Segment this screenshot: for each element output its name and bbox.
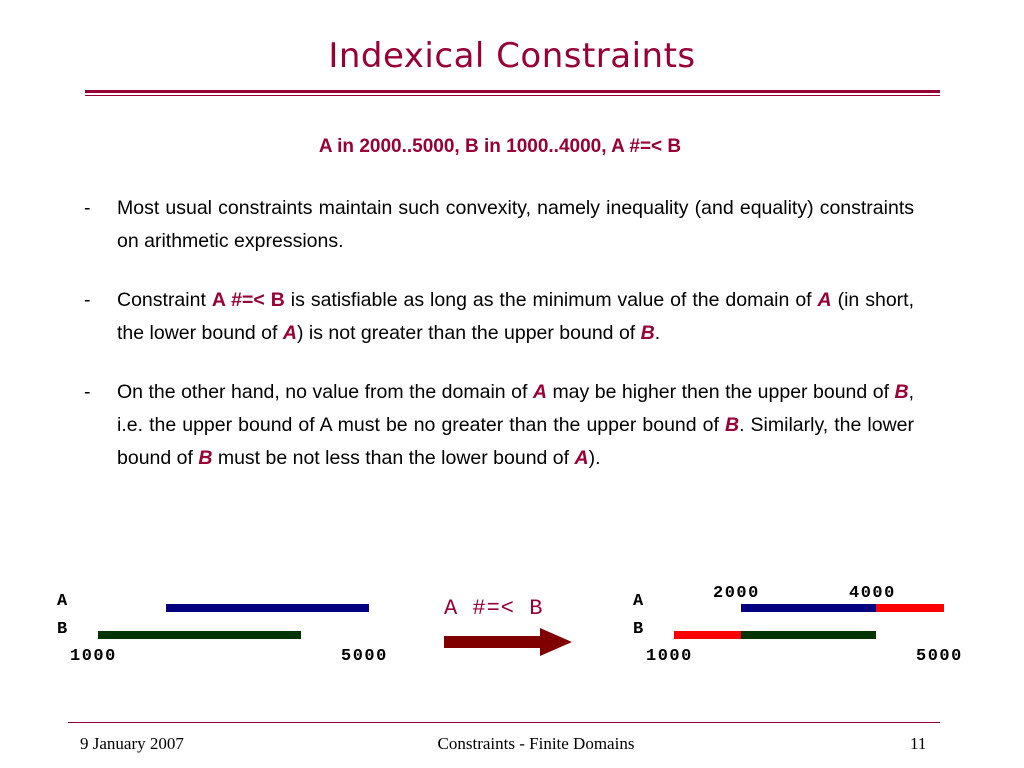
right-mark-low: 2000 bbox=[713, 584, 760, 603]
bullet-dash: - bbox=[84, 289, 91, 311]
right-domain-a-bar bbox=[741, 604, 876, 612]
bullet-1 bbox=[84, 192, 914, 258]
title-rule-thick bbox=[85, 90, 940, 93]
right-arrow-icon bbox=[540, 628, 572, 656]
left-domain-b-bar bbox=[98, 631, 301, 639]
slide-title: Indexical Constraints bbox=[328, 36, 696, 76]
bullet-dash: - bbox=[84, 381, 91, 403]
left-axis-min: 1000 bbox=[70, 647, 117, 666]
bullet-3 bbox=[84, 376, 914, 475]
title-rule-thin bbox=[85, 95, 940, 96]
bullet-2-text: Constraint A #=< B is satisfiable as long as the minimum value of the domain of A (in short, the lower bound of A) is not greater than the upper bound of B. bbox=[117, 289, 914, 344]
right-domain-a-pruned bbox=[876, 604, 944, 612]
footer-date: 9 January 2007 bbox=[80, 734, 184, 753]
left-domain-a-bar bbox=[166, 604, 369, 612]
footer-title: Constraints - Finite Domains bbox=[437, 734, 635, 753]
right-label-a: A bbox=[633, 592, 645, 611]
bullet-dash: - bbox=[84, 197, 91, 219]
arrow-label: A #=< B bbox=[444, 596, 544, 621]
left-label-a: A bbox=[57, 592, 69, 611]
left-axis-max: 5000 bbox=[341, 647, 388, 666]
right-domain-b-bar bbox=[741, 631, 876, 639]
right-domain-b-pruned bbox=[674, 631, 741, 639]
left-label-b: B bbox=[57, 620, 69, 639]
page-number: 11 bbox=[910, 734, 927, 753]
bullet-3-text: On the other hand, no value from the domain of A may be higher then the upper bound of B, i.e. the upper bound of A must be no greater than the upper bound of B. Similarly, the lower bound of B must be not less than the lower bound of A). bbox=[117, 381, 914, 469]
right-label-b: B bbox=[633, 620, 645, 639]
arrow-shaft bbox=[444, 636, 544, 648]
bullet-2 bbox=[84, 284, 914, 350]
bullet-1-text: Most usual constraints maintain such convexity, namely inequality (and equality) constraints on arithmetic expressions. bbox=[117, 197, 914, 252]
slide-subtitle: A in 2000..5000, B in 1000..4000, A #=< B bbox=[318, 136, 682, 157]
footer-rule bbox=[68, 722, 940, 723]
right-axis-max: 5000 bbox=[916, 647, 963, 666]
bullet-list bbox=[84, 192, 914, 501]
right-mark-high: 4000 bbox=[849, 584, 896, 603]
right-axis-min: 1000 bbox=[646, 647, 693, 666]
